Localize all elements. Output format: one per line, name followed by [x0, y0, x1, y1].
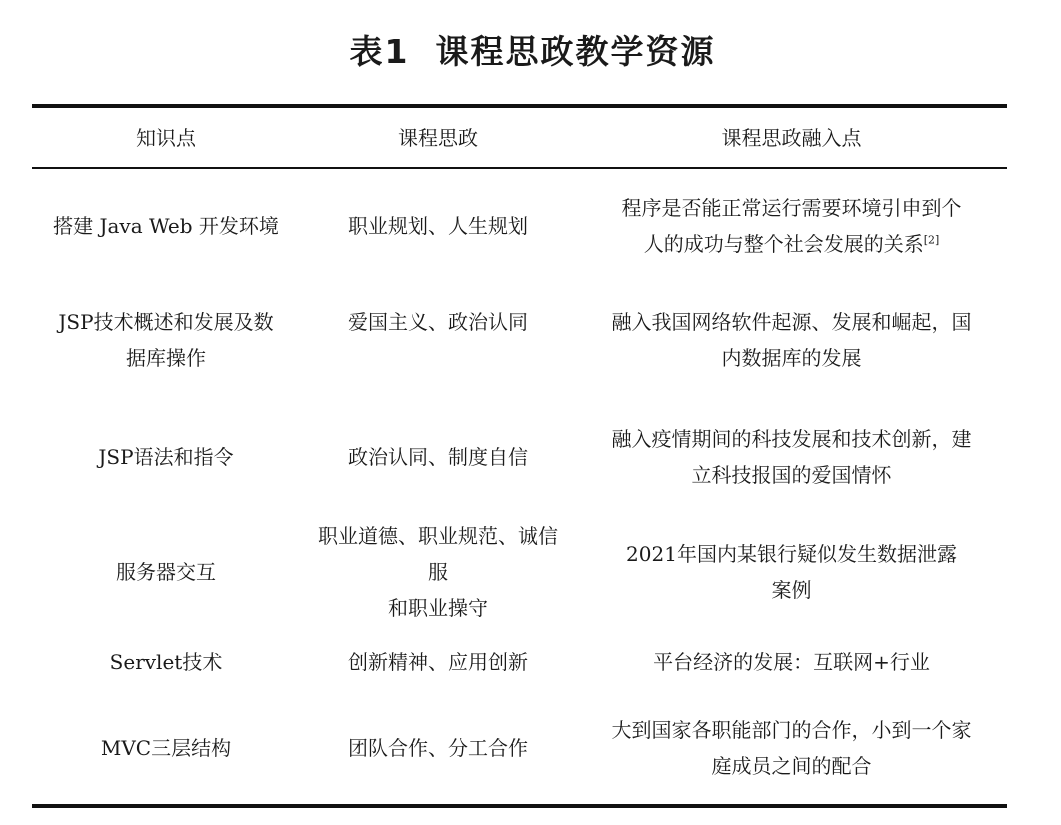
integration-cell	[576, 534, 1007, 610]
integration-cell	[576, 302, 1007, 378]
topic-cell	[32, 302, 300, 378]
integration-line: 融入疫情期间的科技发展和技术创新，建	[611, 427, 972, 451]
topic-cell	[32, 534, 300, 610]
ideology-line: 职业道德、职业规范、诚信服	[318, 524, 558, 584]
topic-line: MVC三层结构	[100, 736, 232, 760]
resource-table	[32, 0, 1007, 825]
table-row	[32, 302, 1007, 378]
table-row	[32, 642, 1007, 682]
integration-line-text: 人的成功与整个社会发展的关系	[643, 232, 924, 256]
ideology-cell	[300, 710, 576, 786]
topic-line: JSP语法和指令	[98, 445, 234, 469]
integration-line: 2021年国内某银行疑似发生数据泄露	[626, 542, 957, 566]
header-topic: 知识点	[136, 126, 196, 150]
topic-cell	[32, 418, 300, 496]
integration-line: 融入我国网络软件起源、发展和崛起，国	[611, 310, 972, 334]
header-integration: 课程思政融入点	[721, 126, 862, 150]
ideology-line: 创新精神、应用创新	[348, 650, 528, 674]
ideology-line: 和职业操守	[388, 596, 488, 620]
ideology-line: 团队合作、分工合作	[348, 736, 528, 760]
integration-line: 大到国家各职能部门的合作，小到一个家	[611, 718, 972, 742]
topic-cell	[32, 710, 300, 786]
integration-line: 程序是否能正常运行需要环境引申到个	[621, 196, 962, 220]
topic-line: JSP技术概述和发展及数	[58, 310, 274, 334]
integration-cell	[576, 710, 1007, 786]
integration-line: 内数据库的发展	[721, 346, 862, 370]
bottom-rule	[32, 804, 1007, 808]
table-row	[32, 524, 1007, 620]
ideology-cell	[300, 642, 576, 682]
ideology-cell	[300, 418, 576, 496]
topic-line: 搭建 Java Web 开发环境	[53, 214, 279, 238]
ideology-line: 职业规划、人生规划	[348, 214, 528, 238]
integration-line	[644, 226, 940, 262]
integration-line: 案例	[771, 578, 812, 602]
integration-line: 庭成员之间的配合	[711, 754, 872, 778]
topic-cell	[32, 186, 300, 266]
ideology-cell	[300, 524, 576, 620]
table-header-row	[32, 112, 1007, 164]
integration-cell	[576, 642, 1007, 682]
topic-line: 据库操作	[126, 346, 206, 370]
ideology-cell	[300, 302, 576, 378]
header-ideology: 课程思政	[398, 126, 478, 150]
ideology-line: 政治认同、制度自信	[348, 445, 528, 469]
table-number: 表1	[349, 32, 410, 71]
ideology-line: 爱国主义、政治认同	[348, 310, 528, 334]
integration-cell	[576, 418, 1007, 496]
table-row	[32, 186, 1007, 266]
topic-line: Servlet技术	[109, 650, 223, 674]
table-caption: 课程思政教学资源	[435, 32, 716, 71]
integration-line: 平台经济的发展：互联网+行业	[653, 650, 930, 674]
integration-line: 立科技报国的爱国情怀	[691, 463, 892, 487]
reference-mark: [2]	[923, 233, 940, 247]
ideology-cell	[300, 186, 576, 266]
topic-line: 服务器交互	[116, 560, 216, 584]
integration-cell	[576, 186, 1007, 266]
header-rule	[32, 167, 1007, 169]
table-row	[32, 418, 1007, 496]
table-row	[32, 710, 1007, 786]
topic-cell	[32, 642, 300, 682]
